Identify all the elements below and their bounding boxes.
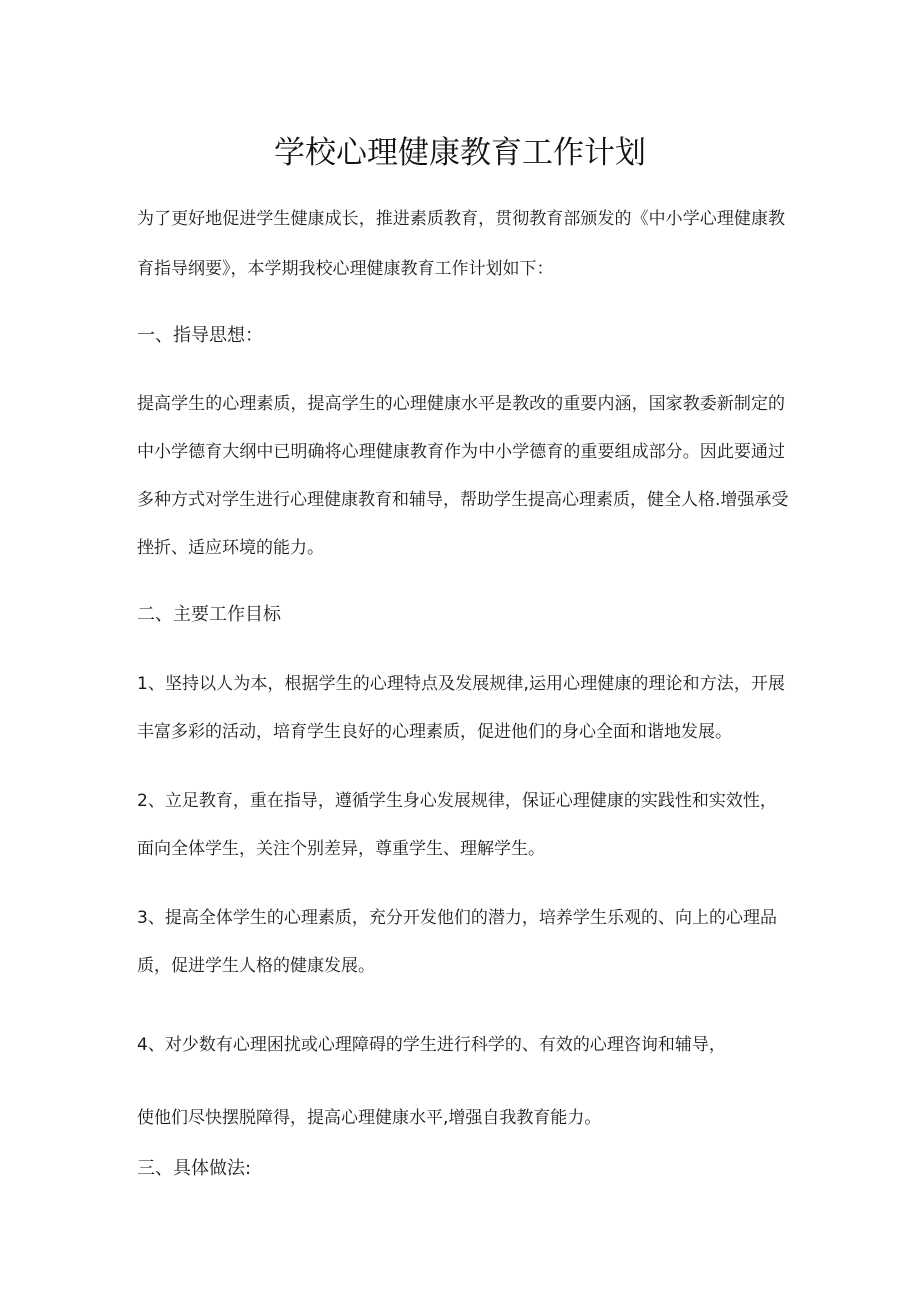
section-1-heading: 一、指导思想： (137, 325, 263, 346)
goal-4-line-2: 使他们尽快摆脱障得，提高心理健康水平,增强自我教育能力。 (137, 1108, 602, 1128)
section-3-heading: 三、具体做法: (137, 1158, 252, 1179)
goal-4-line-1: 4、对少数有心理困扰或心理障碍的学生进行科学的、有效的心理咨询和辅导， (137, 1035, 726, 1055)
section-1-line-1: 提高学生的心理素质，提高学生的心理健康水平是教改的重要内涵，国家教委新制定的 (137, 394, 785, 414)
goal-2-line-2: 面向全体学生，关注个别差异，尊重学生、理解学生。 (137, 839, 545, 859)
section-2-heading: 二、主要工作目标 (137, 604, 281, 625)
goal-2-line-1: 2、立足教育，重在指导，遵循学生身心发展规律，保证心理健康的实践性和实效性， (137, 791, 777, 811)
goal-1-line-1: 1、坚持以人为本，根据学生的心理特点及发展规律,运用心理健康的理论和方法，开展 (137, 674, 785, 694)
intro-line-1: 为了更好地促进学生健康成长，推进素质教育，贯彻教育部颁发的《中小学心理健康教 (137, 209, 785, 229)
section-1-line-4: 挫折、适应环境的能力。 (137, 538, 324, 558)
document-title: 学校心理健康教育工作计划 (274, 135, 646, 171)
goal-3-line-2: 质，促进学生人格的健康发展。 (137, 956, 375, 976)
section-1-line-2: 中小学德育大纲中已明确将心理健康教育作为中小学德育的重要组成部分。因此要通过 (137, 442, 785, 462)
section-1-line-3: 多种方式对学生进行心理健康教育和辅导，帮助学生提高心理素质，健全人格.增强承受 (137, 490, 789, 510)
intro-line-2: 育指导纲要》，本学期我校心理健康教育工作计划如下： (137, 259, 554, 279)
goal-3-line-1: 3、提高全体学生的心理素质，充分开发他们的潜力，培养学生乐观的、向上的心理品 (137, 908, 777, 928)
goal-1-line-2: 丰富多彩的活动，培育学生良好的心理素质，促进他们的身心全面和谐地发展。 (137, 722, 732, 742)
